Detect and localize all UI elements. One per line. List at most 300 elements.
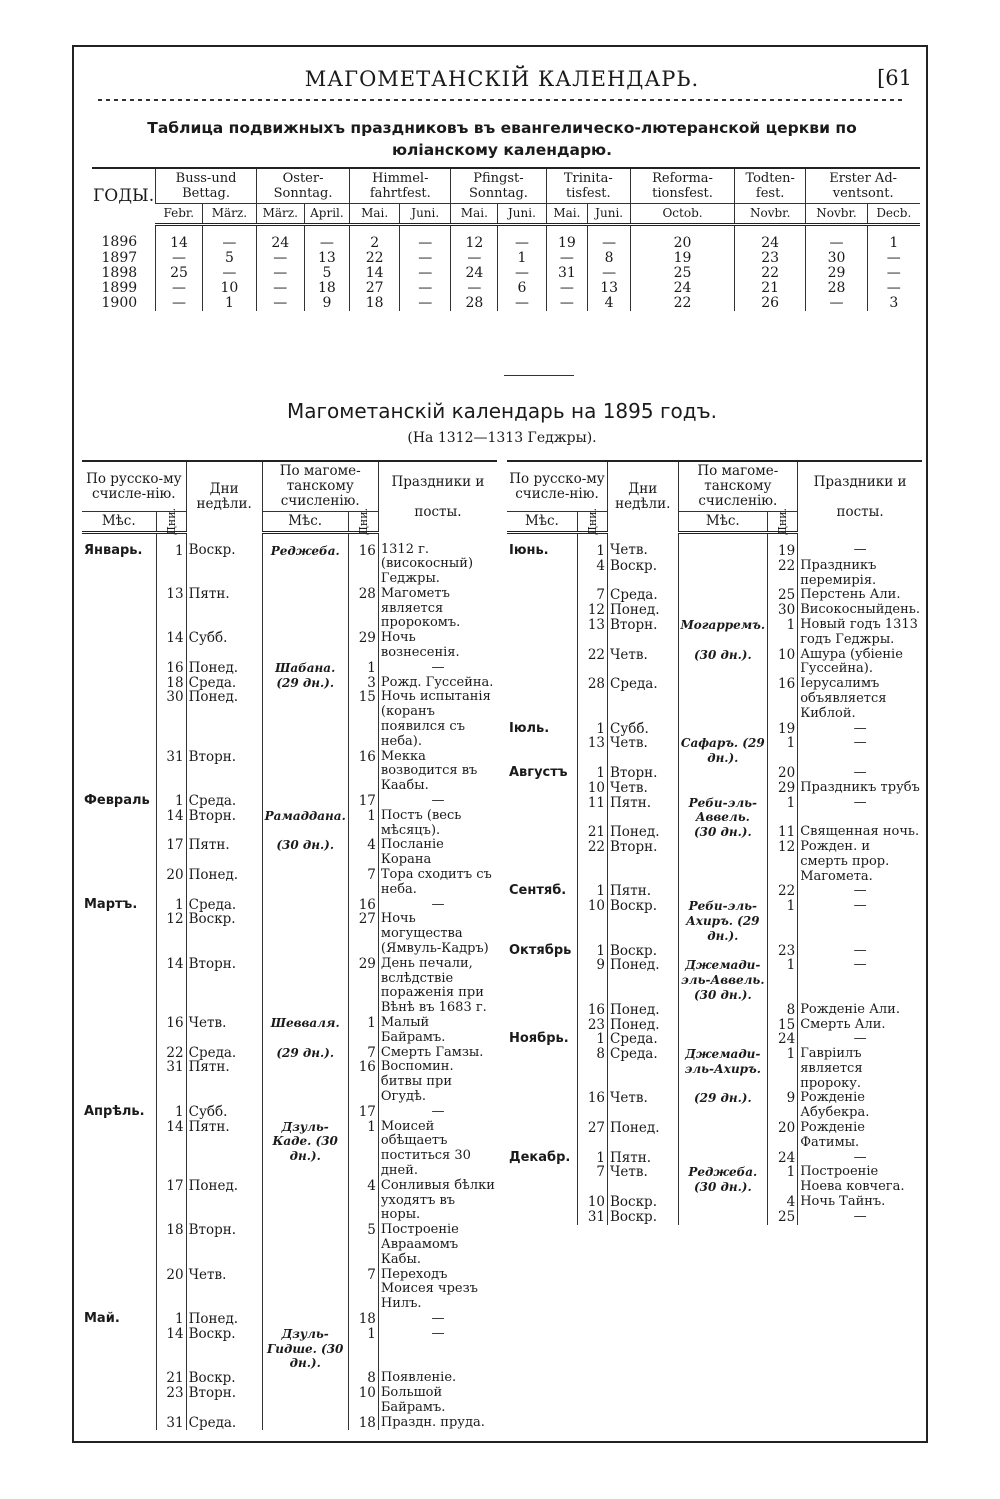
calendar-row (507, 1195, 922, 1210)
mm-day-cell: 29 (348, 631, 378, 661)
date-cell: 22 (735, 266, 806, 281)
feast-cell: Построеніе Ноева ковчега. (798, 1165, 922, 1195)
year-cell: 1899 (101, 280, 138, 296)
feast-month-header: März. (202, 204, 256, 225)
feast-cell: Новый годъ 1313 годъ Геджры. (798, 618, 922, 648)
weekday-header: Дни недѣли. (186, 461, 262, 533)
years-header: ГОДЫ. (92, 168, 156, 225)
month-cell (507, 1210, 577, 1225)
weekday-cell: Субб. (186, 1105, 262, 1120)
date-cell: 28 (806, 281, 867, 296)
mm-month-cell: Шабана. (262, 661, 348, 676)
feast-month-header: Novbr. (735, 204, 806, 225)
month-cell: Мартъ. (84, 896, 138, 912)
day-cell: 13 (577, 736, 607, 766)
mm-month-cell (262, 912, 348, 956)
date-cell: 23 (735, 251, 806, 266)
feast-cell: Іерусалимъ объявляется Киблой. (798, 677, 922, 721)
mm-day-cell: 4 (348, 838, 378, 868)
day-cell: 22 (577, 648, 607, 678)
date-cell: — (451, 281, 498, 296)
month-cell (507, 603, 577, 618)
calendar-row (507, 884, 922, 899)
feast-month-header: Novbr. (806, 204, 867, 225)
day-cell: 9 (577, 958, 607, 1002)
feasts-table-title: Таблица подвижныхъ праздниковъ въ евангелическо-лютеранской церкви по юліанскому календарю. (147, 119, 857, 159)
date-cell: 1 (498, 251, 546, 266)
mm-month-cell (678, 1003, 768, 1018)
month-cell (82, 750, 156, 794)
mm-month-cell (262, 750, 348, 794)
calendar-row (507, 781, 922, 796)
mohammedan-header: По магоме-танскому счисленію. (678, 461, 798, 512)
date-cell: 5 (304, 266, 350, 281)
day-cell: 1 (156, 794, 186, 809)
month-cell (507, 588, 577, 603)
table-row (92, 251, 920, 266)
mm-month-cell: (29 дн.). (678, 1091, 768, 1121)
day-cell: 23 (577, 1018, 607, 1033)
calendar-row (507, 840, 922, 884)
month-cell (82, 1179, 156, 1223)
feast-cell: Смерть Али. (798, 1018, 922, 1033)
calendar-row (82, 1371, 497, 1386)
day-cell: 16 (577, 1091, 607, 1121)
month-cell: Май. (84, 1310, 120, 1326)
day-cell: 31 (156, 1060, 186, 1104)
mm-day-cell: 1 (768, 1165, 798, 1195)
feast-group-header: Erster Ad-ventsont. (806, 168, 920, 204)
day-cell: 31 (577, 1210, 607, 1225)
month-cell (507, 1047, 577, 1091)
feast-cell: Мекка возводится въ Каабы. (378, 750, 497, 794)
weekday-cell: Вторн. (186, 957, 262, 1016)
date-cell: 19 (546, 225, 588, 252)
month-header: Мѣс. (82, 512, 156, 533)
feast-cell: Гавріилъ является пророку. (798, 1047, 922, 1091)
day-cell: 10 (577, 781, 607, 796)
feast-cell: Малый Байрамъ. (378, 1016, 497, 1046)
month-cell (507, 1165, 577, 1195)
day-cell: 1 (577, 766, 607, 781)
weekday-cell: Вторн. (186, 750, 262, 794)
date-cell: 10 (202, 281, 256, 296)
calendar-row (82, 868, 497, 898)
calendar-row (82, 750, 497, 794)
mm-day-cell: 17 (348, 1105, 378, 1120)
feast-month-header: April. (304, 204, 350, 225)
mm-day-cell: 22 (768, 559, 798, 589)
calendar-row (82, 838, 497, 868)
date-cell: 4 (588, 296, 631, 311)
feast-cell: — (798, 722, 922, 737)
mm-month-cell (678, 1151, 768, 1166)
mm-month-cell: Рамаддана. (262, 809, 348, 839)
date-cell: — (546, 251, 588, 266)
decorative-rule (98, 99, 904, 101)
feast-cell: Рожд. Гуссейна. (378, 676, 497, 691)
mm-month-cell (262, 631, 348, 661)
weekday-cell: Четв. (608, 1091, 679, 1121)
mm-day-cell: 1 (348, 1016, 378, 1046)
mm-day-cell: 29 (348, 957, 378, 1016)
date-cell: — (588, 266, 631, 281)
feast-month-header: März. (256, 204, 304, 225)
month-cell (82, 1223, 156, 1267)
date-cell: — (451, 251, 498, 266)
month-cell (82, 1371, 156, 1386)
calendar-row (507, 796, 922, 826)
date-cell: — (546, 296, 588, 311)
weekday-cell: Среда. (186, 794, 262, 809)
date-cell: 3 (867, 296, 920, 311)
weekday-cell: Четв. (608, 781, 679, 796)
mm-month-cell: Реджеба. (30 дн.). (678, 1165, 768, 1195)
month-cell (507, 825, 577, 840)
feast-group-header: Todten-fest. (735, 168, 806, 204)
mm-day-cell: 18 (348, 1312, 378, 1327)
date-cell: — (867, 266, 920, 281)
mm-day-cell: 10 (768, 648, 798, 678)
month-cell (507, 736, 577, 766)
date-cell: 25 (631, 266, 735, 281)
mm-day-cell: 16 (348, 750, 378, 794)
calendar-row (507, 1047, 922, 1091)
day-cell: 8 (577, 1047, 607, 1091)
weekday-cell: Пятн. (186, 838, 262, 868)
date-cell: — (498, 266, 546, 281)
day-cell: 11 (577, 796, 607, 826)
feast-cell: — (798, 736, 922, 766)
feast-cell: Рожден. и смерть прор. Магомета. (798, 840, 922, 884)
month-cell (507, 781, 577, 796)
weekday-cell: Вторн. (608, 840, 679, 884)
day-cell: 16 (156, 1016, 186, 1046)
date-cell: 30 (806, 251, 867, 266)
feast-month-header: Decb. (867, 204, 920, 225)
day-cell: 1 (577, 884, 607, 899)
day-cell: 1 (577, 533, 607, 559)
calendar-row (507, 559, 922, 589)
mm-month-cell (262, 1223, 348, 1267)
mm-month-header: Мѣс. (262, 512, 348, 533)
date-cell: 14 (156, 225, 203, 252)
mm-month-cell (678, 603, 768, 618)
month-cell (82, 587, 156, 631)
russian-header: По русско-му счисле-нію. (82, 461, 186, 512)
date-cell: — (400, 225, 451, 252)
feast-cell: Сонливыя бѣлки уходятъ въ норы. (378, 1179, 497, 1223)
month-cell (82, 1327, 156, 1371)
weekday-cell: Вторн. (186, 809, 262, 839)
mm-month-cell: (29 дн.). (262, 1046, 348, 1061)
mm-day-cell: 7 (348, 1268, 378, 1312)
month-cell (82, 1046, 156, 1061)
month-cell (507, 796, 577, 826)
mm-month-cell: Дзуль-Гидше. (30 дн.). (262, 1327, 348, 1371)
mm-day-cell: 16 (768, 677, 798, 721)
calendar-row (507, 1091, 922, 1121)
weekday-cell: Воскр. (608, 1195, 679, 1210)
year-cell: 1897 (101, 250, 138, 266)
calendar-row (82, 661, 497, 676)
calendar-row (82, 1120, 497, 1179)
mm-month-cell (262, 1312, 348, 1327)
feast-cell: — (378, 1327, 497, 1371)
calendar-row (507, 533, 922, 559)
year-cell: 1898 (101, 265, 138, 281)
date-cell: — (256, 266, 304, 281)
feast-cell: Праздникъ трубъ (798, 781, 922, 796)
month-cell: Январь. (84, 543, 143, 558)
date-cell: 12 (451, 225, 498, 252)
feast-group-header: Oster-Sonntag. (256, 168, 349, 204)
calendar-row (82, 898, 497, 913)
mm-month-cell: Реби-эль-Ахиръ. (29 дн.). (678, 899, 768, 943)
month-cell (82, 1016, 156, 1046)
weekday-cell: Пятн. (608, 796, 679, 826)
feast-cell: 1312 г. (високосный) Геджры. (378, 533, 497, 587)
feast-cell: Праздн. пруда. (378, 1416, 497, 1431)
weekday-cell: Воскр. (186, 1371, 262, 1386)
calendar-row (507, 588, 922, 603)
feast-cell: Ночь могущества (Ямвуль-Кадръ) (378, 912, 497, 956)
feasts-header: Праздники и посты. (378, 461, 497, 533)
date-cell: — (867, 281, 920, 296)
mm-day-cell: 23 (768, 944, 798, 959)
weekday-cell: Пятн. (608, 884, 679, 899)
weekday-cell: Воскр. (186, 912, 262, 956)
mm-month-cell (262, 868, 348, 898)
date-cell: 24 (735, 225, 806, 252)
day-cell: 1 (577, 944, 607, 959)
feast-cell: Магометъ является пророкомъ. (378, 587, 497, 631)
mm-day-cell: 11 (768, 825, 798, 840)
weekday-cell: Пятн. (186, 1060, 262, 1104)
date-cell: — (400, 281, 451, 296)
mm-month-cell (678, 944, 768, 959)
month-cell (507, 618, 577, 648)
date-cell: — (400, 266, 451, 281)
date-cell: 21 (735, 281, 806, 296)
calendar-row (82, 957, 497, 1016)
calendar-row (507, 1151, 922, 1166)
weekday-cell: Понед. (608, 603, 679, 618)
month-cell (507, 958, 577, 1002)
month-cell (82, 868, 156, 898)
date-cell: — (256, 251, 304, 266)
mm-day-cell: 25 (768, 588, 798, 603)
feast-cell: — (798, 899, 922, 943)
date-cell: 26 (735, 296, 806, 311)
mm-month-cell (678, 533, 768, 559)
month-cell (507, 1195, 577, 1210)
date-cell: 8 (588, 251, 631, 266)
year-cell: 1896 (101, 234, 138, 251)
mm-month-cell: (29 дн.). (262, 676, 348, 691)
feast-cell: Тора сходитъ съ неба. (378, 868, 497, 898)
mm-day-cell: 27 (348, 912, 378, 956)
feast-group-header: Trinita-tisfest. (546, 168, 630, 204)
mm-month-cell (678, 781, 768, 796)
day-cell: 16 (156, 661, 186, 676)
day-cell: 16 (577, 1003, 607, 1018)
weekday-cell: Среда. (608, 1047, 679, 1091)
mm-month-cell (262, 1105, 348, 1120)
date-cell: 6 (498, 281, 546, 296)
month-cell: Августъ (509, 764, 568, 780)
mm-month-cell (678, 840, 768, 884)
day-cell: 28 (577, 677, 607, 721)
day-cell: 14 (156, 631, 186, 661)
date-cell: — (498, 225, 546, 252)
feast-cell: Смерть Гамзы. (378, 1046, 497, 1061)
mm-month-cell: Сафаръ. (29 дн.). (678, 736, 768, 766)
weekday-cell: Понед. (186, 690, 262, 749)
day-cell: 10 (577, 899, 607, 943)
calendar-row (82, 1016, 497, 1046)
mm-month-cell: Реби-эль-Аввель. (678, 796, 768, 826)
calendar-row (82, 676, 497, 691)
feast-cell: Моисей обѣщаетъ поститься 30 дней. (378, 1120, 497, 1179)
mm-month-cell: (30 дн.). (678, 648, 768, 678)
calendar-row (507, 1018, 922, 1033)
feast-cell: Ночь Тайнъ. (798, 1195, 922, 1210)
month-cell (507, 1121, 577, 1151)
mm-day-cell: 29 (768, 781, 798, 796)
calendar-row (82, 1327, 497, 1371)
weekday-cell: Четв. (186, 1268, 262, 1312)
calendar-row (507, 944, 922, 959)
mm-day-cell: 1 (768, 618, 798, 648)
feast-cell: — (798, 1151, 922, 1166)
month-cell (82, 838, 156, 868)
day-cell: 14 (156, 809, 186, 839)
month-cell (82, 1060, 156, 1104)
feasts-table (92, 167, 920, 311)
weekday-cell: Среда. (608, 677, 679, 721)
mm-day-cell: 19 (768, 722, 798, 737)
weekday-cell: Воскр. (608, 559, 679, 589)
mm-month-cell (678, 1195, 768, 1210)
weekday-cell: Четв. (608, 648, 679, 678)
mm-day-cell: 10 (348, 1386, 378, 1416)
weekday-cell: Понед. (608, 958, 679, 1002)
month-cell (82, 1386, 156, 1416)
date-cell: 25 (156, 266, 203, 281)
calendar-row (82, 1046, 497, 1061)
mm-month-cell: Могарремъ. (678, 618, 768, 648)
feast-cell: Рожденіе Фатимы. (798, 1121, 922, 1151)
mm-month-cell (262, 794, 348, 809)
date-cell: 19 (631, 251, 735, 266)
weekday-cell: Среда. (608, 588, 679, 603)
calendar-row (82, 587, 497, 631)
month-cell (82, 676, 156, 691)
day-cell: 20 (156, 868, 186, 898)
feast-cell: — (798, 766, 922, 781)
mm-month-cell (678, 1121, 768, 1151)
table-row (92, 266, 920, 281)
feast-cell: — (378, 661, 497, 676)
calendar-row (82, 690, 497, 749)
day-cell: 20 (156, 1268, 186, 1312)
date-cell: 24 (451, 266, 498, 281)
month-header: Мѣс. (507, 512, 577, 533)
mm-month-cell (262, 1371, 348, 1386)
feast-month-header: Mai. (546, 204, 588, 225)
mm-month-cell: (30 дн.). (678, 825, 768, 840)
mm-day-cell: 15 (768, 1018, 798, 1033)
mm-day-cell: 20 (768, 766, 798, 781)
feast-group-header: Reforma-tionsfest. (631, 168, 735, 204)
mm-day-cell: 17 (348, 794, 378, 809)
month-cell: Сентяб. (509, 883, 567, 899)
day-cell: 1 (577, 1151, 607, 1166)
feast-cell: Перстень Али. (798, 588, 922, 603)
date-cell: 18 (304, 281, 350, 296)
date-cell: — (156, 281, 203, 296)
weekday-header: Дни недѣли. (608, 461, 679, 533)
feast-group-header: Pfingst-Sonntag. (451, 168, 546, 204)
mm-day-cell: 9 (768, 1091, 798, 1121)
day-cell: 23 (156, 1386, 186, 1416)
day-cell: 1 (156, 898, 186, 913)
mm-month-header: Мѣс. (678, 512, 768, 533)
separator-line (504, 375, 574, 376)
month-cell (82, 809, 156, 839)
day-cell: 27 (577, 1121, 607, 1151)
date-cell: — (202, 266, 256, 281)
date-cell: — (806, 225, 867, 252)
feast-cell: Ночь вознесенія. (378, 631, 497, 661)
calendar-row (82, 809, 497, 839)
mm-month-cell (678, 1032, 768, 1047)
feast-group-header: Himmel-fahrtfest. (350, 168, 451, 204)
weekday-cell: Понед. (608, 825, 679, 840)
year-cell: 1900 (101, 295, 138, 311)
month-cell (82, 957, 156, 1016)
month-cell (507, 648, 577, 678)
mm-day-cell: 1 (768, 1047, 798, 1091)
mm-day-cell: 1 (348, 1327, 378, 1371)
feast-cell: — (798, 796, 922, 826)
date-cell: — (156, 296, 203, 311)
month-cell: Апрѣль. (84, 1103, 145, 1119)
weekday-cell: Вторн. (186, 1223, 262, 1267)
calendar-title: Магометанскій календарь на 1895 годъ. (286, 399, 718, 423)
month-cell: Іюнь. (509, 543, 549, 558)
date-cell: 13 (304, 251, 350, 266)
calendar-row (507, 648, 922, 678)
mm-day-cell: 8 (768, 1003, 798, 1018)
weekday-cell: Четв. (608, 736, 679, 766)
feast-cell: Большой Байрамъ. (378, 1386, 497, 1416)
table-row (92, 281, 920, 296)
month-cell: Іюль. (509, 720, 550, 736)
day-cell: 17 (156, 1179, 186, 1223)
date-cell: 1 (867, 225, 920, 252)
date-cell: — (156, 251, 203, 266)
mm-day-cell: 1 (348, 1120, 378, 1179)
feast-cell: — (798, 958, 922, 1002)
weekday-cell: Понед. (186, 1179, 262, 1223)
month-cell (82, 661, 156, 676)
weekday-cell: Среда. (186, 676, 262, 691)
weekday-cell: Субб. (186, 631, 262, 661)
weekday-cell: Воскр. (608, 944, 679, 959)
feast-cell: — (378, 1105, 497, 1120)
